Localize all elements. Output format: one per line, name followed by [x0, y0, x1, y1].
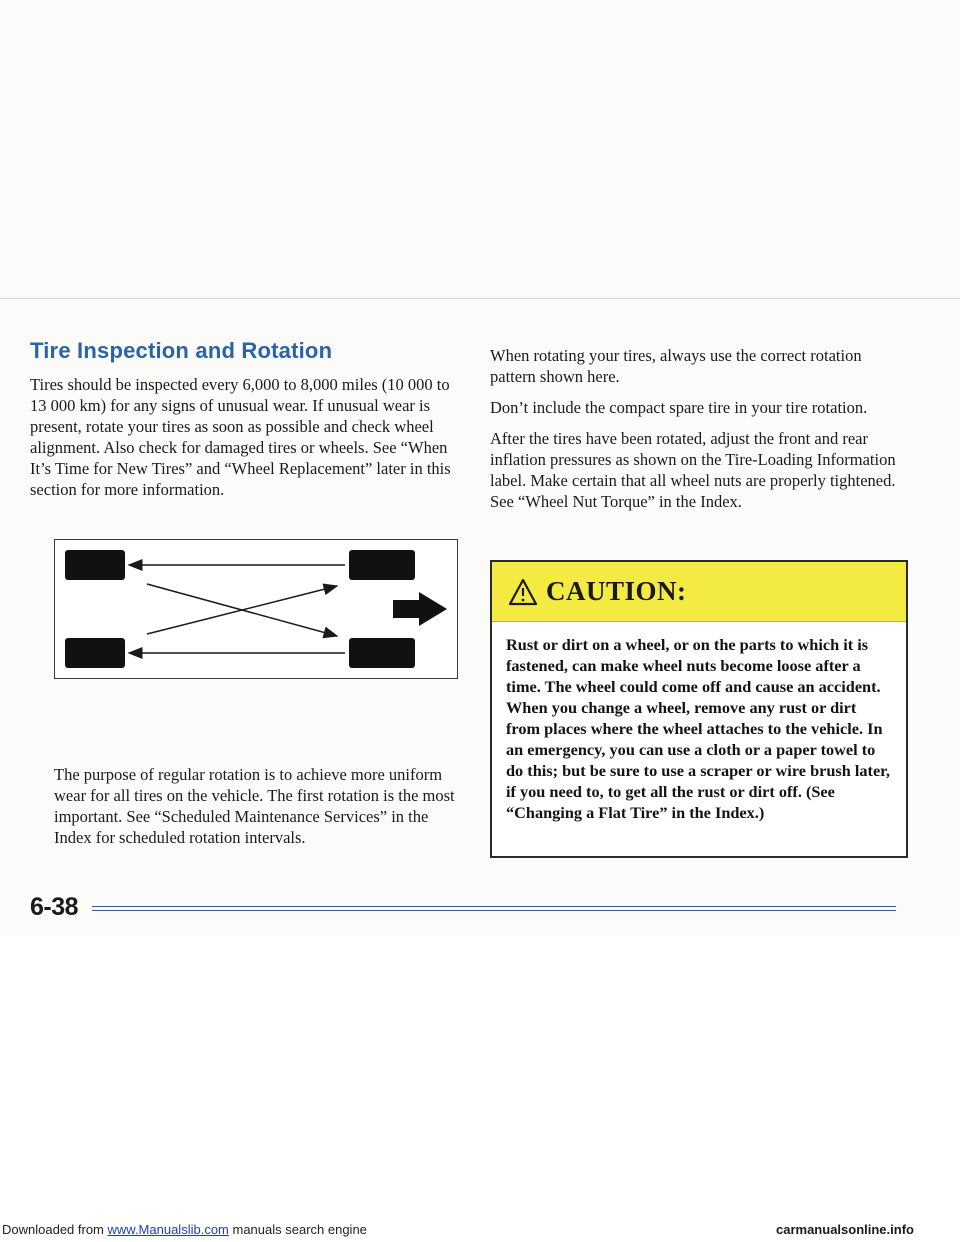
- download-notice-suffix: manuals search engine: [228, 1222, 367, 1237]
- caution-text: Rust or dirt on a wheel, or on the parts to which it is fastened, can make wheel nuts become loose after a time. The wheel could come off and cause an accident. When you change a wheel, remove any rust or dirt from places where the wheel attaches to the vehicle. In an emergency, you can use a cloth or a paper towel to do this; but be sure to use a scraper or wire brush later, if you need to, to get all the rust or dirt off. (See “Changing a Flat Tire” in the Index.): [506, 635, 890, 822]
- section-title: Tire Inspection and Rotation: [30, 338, 333, 363]
- rotation-pattern-paragraph: When rotating your tires, always use the correct rotation pattern shown here.: [490, 346, 862, 386]
- tire-front-left: [65, 550, 125, 580]
- intro-paragraph: Tires should be inspected every 6,000 to 8,000 miles (10 000 to 13 000 km) for any signs of unusual wear. If unusual wear is present, rotate your tires as soon as possible and check wheel alignment. Also check for damaged tires or wheels. See “When It’s Time for New Tires” and “Wheel Replacement” later in this section for more information.: [30, 375, 451, 499]
- left-column: [30, 338, 466, 500]
- tire-rear-left: [65, 638, 125, 668]
- purpose-paragraph: The purpose of regular rotation is to achieve more uniform wear for all tires on the vehicle. The first rotation is the most important. See “Scheduled Maintenance Services” in the Index for scheduled rotation intervals.: [54, 765, 455, 847]
- right-column: [490, 345, 910, 522]
- manualslib-link[interactable]: www.Manualslib.com: [107, 1222, 229, 1237]
- spare-tire-paragraph: Don’t include the compact spare tire in your tire rotation.: [490, 398, 868, 417]
- arrow-right-icon: [393, 592, 447, 626]
- tire-rotation-diagram-svg: [55, 540, 457, 678]
- tire-rear-right: [349, 638, 415, 668]
- top-divider: [0, 298, 960, 299]
- caution-title: CAUTION:: [546, 576, 687, 606]
- caution-box: [490, 560, 908, 858]
- site-watermark: carmanualsonline.info: [776, 1222, 914, 1237]
- download-notice-prefix: Downloaded from: [2, 1222, 108, 1237]
- tire-rotation-diagram: [54, 539, 458, 679]
- footer-rule: [92, 906, 896, 911]
- page-number: 6-38: [30, 893, 79, 921]
- inflation-paragraph: After the tires have been rotated, adjust the front and rear inflation pressures as shown on the Tire-Loading Information label. Make certain that all wheel nuts are properly tightened. See “Wheel Nut Torque” in the Index.: [490, 429, 896, 511]
- tire-front-right: [349, 550, 415, 580]
- purpose-block: [54, 764, 466, 848]
- caution-header: [492, 562, 906, 622]
- warning-triangle-icon: [508, 578, 538, 606]
- arrow-front-left-to-rear-right: [147, 584, 337, 636]
- download-notice: [2, 1222, 367, 1237]
